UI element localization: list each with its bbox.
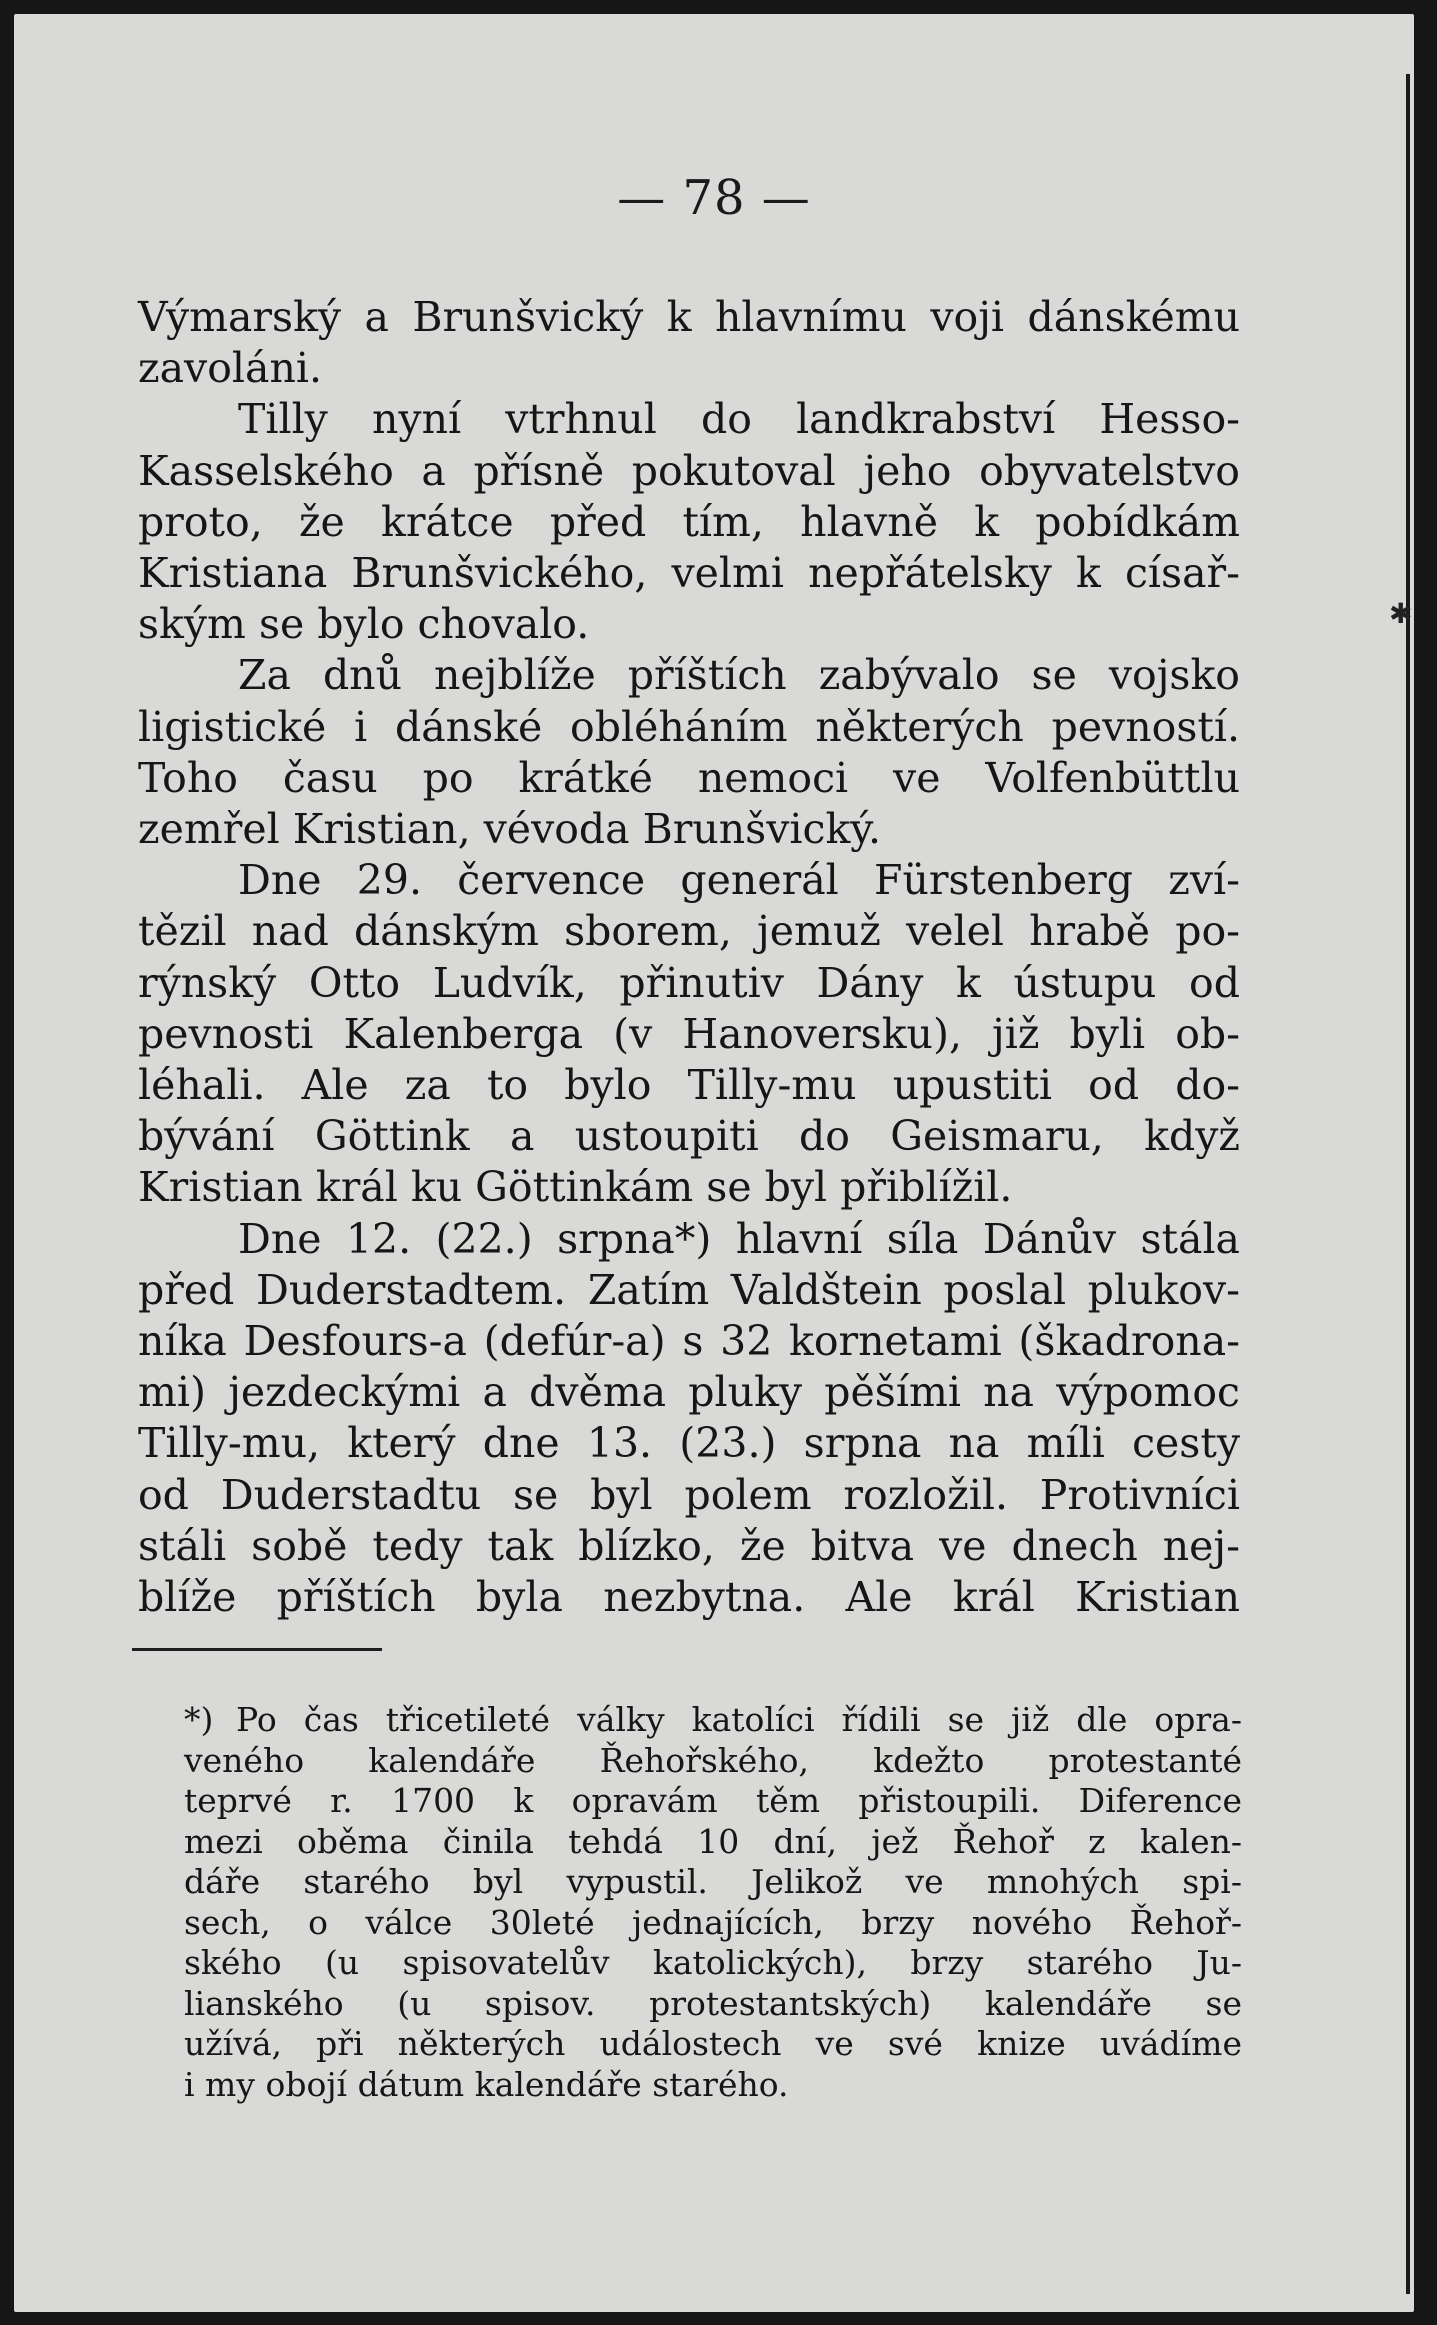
footnote-marker: *) (184, 1700, 214, 1739)
body-line: Výmarský a Brunšvický k hlavnímu voji dánskému (138, 293, 1240, 341)
body-line: bývání Göttink a ustoupiti do Geismaru, když (138, 1112, 1240, 1161)
body-line: léhali. Ale za to bylo Tilly-mu upustiti od do- (138, 1061, 1240, 1110)
footnote-line: sech, o válce 30leté jednajících, brzy nového Řehoř- (184, 1902, 1242, 1942)
footnote-line: ského (u spisovatelův katolických), brzy starého Ju- (184, 1943, 1242, 1982)
body-line: mi) jezdeckými a dvěma pluky pěšími na výpomoc (138, 1368, 1240, 1417)
body-line: Tilly nyní vtrhnul do landkrabství Hesso- (238, 395, 1240, 444)
footnote-line: lianského (u spisov. protestantských) kalendáře se (184, 1983, 1242, 2023)
footnote-line: užívá, při některých událostech ve své knize uvádíme (184, 2024, 1242, 2063)
footnote-line: teprvé r. 1700 k opravám těm přistoupili. Diference (184, 1781, 1242, 1820)
footnote-line: veného kalendáře Řehořského, kdežto protestanté (184, 1740, 1242, 1780)
body-line: tězil nad dánským sborem, jemuž velel hrabě po- (138, 907, 1240, 956)
body-line: od Duderstadtu se byl polem rozložil. Protivníci (138, 1470, 1240, 1519)
body-line: Tilly-mu, který dne 13. (23.) srpna na míli cesty (138, 1419, 1240, 1468)
scan-speck-icon: ✱ (1389, 597, 1413, 630)
footnote-line: dáře starého byl vypustil. Jelikož ve mnohých spi- (184, 1862, 1242, 1901)
body-line: Dne 12. (22.) srpna*) hlavní síla Dánův stála (238, 1214, 1240, 1263)
body-line: Kristiana Brunšvického, velmi nepřátelsky k císař- (138, 549, 1240, 598)
footnote-divider (132, 1648, 382, 1651)
body-text (138, 292, 1240, 1623)
page-number: — 78 — (617, 170, 811, 226)
body-line: rýnský Otto Ludvík, přinutiv Dány k ústupu od (138, 958, 1240, 1007)
footnote-line: mezi oběma činila tehdá 10 dní, jež Řehoř z kalen- (184, 1821, 1242, 1861)
scan-edge-line (1406, 74, 1410, 2294)
body-line: ligistické i dánské obléháním některých pevností. (138, 702, 1240, 751)
footnote-text (184, 1700, 1242, 2105)
footnote-line: i my obojí dátum kalendáře starého. (184, 2064, 789, 2104)
body-line: Za dnů nejblíže příštích zabývalo se vojsko (238, 651, 1240, 700)
body-line: pevnosti Kalenberga (v Hanoversku), již byli ob- (138, 1009, 1240, 1058)
body-line: ským se bylo chovalo. (138, 600, 590, 649)
body-line: Dne 29. července generál Fürstenberg zví- (238, 856, 1240, 905)
body-line: Kasselského a přísně pokutoval jeho obyvatelstvo (138, 446, 1240, 495)
book-page (14, 14, 1414, 2312)
body-line: před Duderstadtem. Zatím Valdštein poslal plukov- (138, 1265, 1240, 1314)
body-line: proto, že krátce před tím, hlavně k pobídkám (138, 497, 1240, 546)
body-line: blíže příštích byla nezbytna. Ale král Kristian (138, 1573, 1240, 1622)
body-line: Toho času po krátké nemoci ve Volfenbüttlu (138, 753, 1240, 802)
body-line: níka Desfours-a (defúr-a) s 32 kornetami (škadrona- (138, 1317, 1240, 1366)
body-line: zavoláni. (138, 344, 322, 393)
footnote-line: Po čas třicetileté války katolíci řídili se již dle opra- (236, 1700, 1242, 1739)
body-line: Kristian král ku Göttinkám se byl přiblížil. (138, 1163, 1013, 1212)
body-line: zemřel Kristian, vévoda Brunšvický. (138, 805, 882, 854)
body-line: stáli sobě tedy tak blízko, že bitva ve dnech nej- (138, 1521, 1240, 1570)
